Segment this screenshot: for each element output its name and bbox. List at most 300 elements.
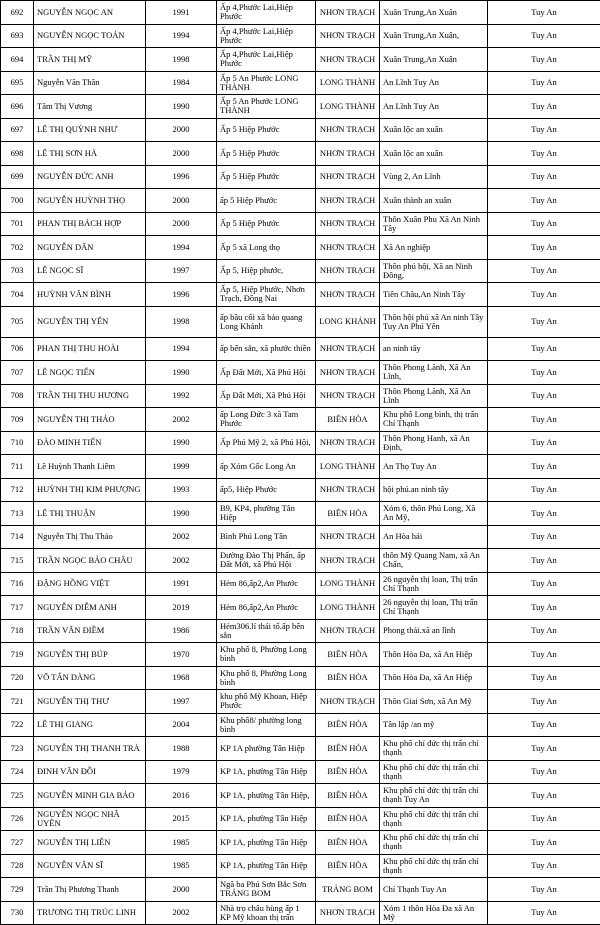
name-cell: TRẦN THỊ MỸ	[34, 48, 146, 72]
birth-year-cell: 1986	[146, 619, 217, 643]
row-number: 693	[1, 24, 34, 48]
district-cell: NHƠN TRẠCH	[316, 384, 380, 408]
town-cell: Tuy An	[488, 236, 600, 260]
row-number: 719	[1, 643, 34, 667]
district-cell: NHƠN TRẠCH	[316, 142, 380, 166]
address-cell: KP 1A, phường Tân Hiệp	[217, 854, 316, 878]
name-cell: NGUYỄN THỊ YẾN	[34, 306, 146, 337]
table-body	[1, 1, 600, 925]
hometown-cell: Xuân lộc an xuân	[380, 142, 488, 166]
birth-year-cell: 1998	[146, 306, 217, 337]
table-row	[1, 1, 600, 25]
district-cell: NHƠN TRẠCH	[316, 236, 380, 260]
row-number: 730	[1, 901, 34, 925]
district-cell: NHƠN TRẠCH	[316, 259, 380, 283]
row-number: 696	[1, 95, 34, 119]
address-cell: KP 1A, phường Tân Hiệp	[217, 807, 316, 831]
birth-year-cell: 1992	[146, 384, 217, 408]
hometown-cell: Xóm 1 thôn Hòa Đa xã An Mỹ	[380, 901, 488, 925]
table-row	[1, 572, 600, 596]
hometown-cell: Tiên Châu,An Ninh Tây	[380, 283, 488, 307]
name-cell: LÊ THỊ QUỲNH NHƯ	[34, 118, 146, 142]
address-cell: Ấp 5 An Phước LONG THÀNH	[217, 95, 316, 119]
row-number: 695	[1, 71, 34, 95]
district-cell: BIÊN HÒA	[316, 854, 380, 878]
row-number: 705	[1, 306, 34, 337]
hometown-cell: An Hòa hải	[380, 525, 488, 549]
birth-year-cell: 2002	[146, 901, 217, 925]
birth-year-cell: 2002	[146, 525, 217, 549]
birth-year-cell: 1994	[146, 236, 217, 260]
hometown-cell: Khu phố chí đức thị trấn chí thạnh	[380, 760, 488, 784]
address-cell: KP 1A phường Tân Hiệp	[217, 737, 316, 761]
table-row	[1, 408, 600, 432]
town-cell: Tuy An	[488, 525, 600, 549]
town-cell: Tuy An	[488, 71, 600, 95]
address-cell: Hẻm 86,ấp2,An Phước	[217, 596, 316, 620]
hometown-cell: Khu phố chí đức thị trấn chí thạnh	[380, 854, 488, 878]
table-row	[1, 165, 600, 189]
hometown-cell: Thôn phú hội, Xã an Ninh Đông,	[380, 259, 488, 283]
town-cell: Tuy An	[488, 502, 600, 526]
address-cell: ấp Long Đức 3 xã Tam Phước	[217, 408, 316, 432]
address-cell: KP 1A, phường Tân Hiệp	[217, 831, 316, 855]
row-number: 729	[1, 878, 34, 902]
district-cell: NHƠN TRẠCH	[316, 24, 380, 48]
town-cell: Tuy An	[488, 549, 600, 573]
birth-year-cell: 2000	[146, 189, 217, 213]
hometown-cell: Phong thái.xã an lĩnh	[380, 619, 488, 643]
district-cell: NHƠN TRẠCH	[316, 189, 380, 213]
town-cell: Tuy An	[488, 95, 600, 119]
hometown-cell: Xã An nghiệp	[380, 236, 488, 260]
hometown-cell: Xuân lộc an xuân	[380, 118, 488, 142]
table-row	[1, 831, 600, 855]
name-cell: PHAN THỊ THU HOÀI	[34, 337, 146, 361]
table-row	[1, 283, 600, 307]
town-cell: Tuy An	[488, 854, 600, 878]
district-cell: NHƠN TRẠCH	[316, 283, 380, 307]
table-row	[1, 690, 600, 714]
name-cell: NGUYỄN MINH GIA BẢO	[34, 784, 146, 808]
table-row	[1, 596, 600, 620]
name-cell: ĐẶNG HỒNG VIỆT	[34, 572, 146, 596]
row-number: 714	[1, 525, 34, 549]
district-cell: NHƠN TRẠCH	[316, 619, 380, 643]
table-row	[1, 212, 600, 236]
hometown-cell: 26 nguyễn thị loan, Thị trấn Chí Thạnh	[380, 572, 488, 596]
address-cell: Ấp Đất Mới, Xã Phú Hội	[217, 384, 316, 408]
table-row	[1, 784, 600, 808]
name-cell: NGUYỄN THỊ THƯ	[34, 690, 146, 714]
name-cell: NGUYỄN THỊ LIÊN	[34, 831, 146, 855]
birth-year-cell: 1984	[146, 71, 217, 95]
table-row	[1, 71, 600, 95]
district-cell: BIÊN HÒA	[316, 807, 380, 831]
name-cell: HUỲNH THỊ KIM PHƯỢNG	[34, 478, 146, 502]
row-number: 701	[1, 212, 34, 236]
address-cell: Khu phố 8, Phường Long bình	[217, 666, 316, 690]
name-cell: NGUYỄN THỊ THẢO	[34, 408, 146, 432]
table-row	[1, 384, 600, 408]
row-number: 710	[1, 431, 34, 455]
hometown-cell: Thôn Phong Lãnh, Xã An Lĩnh,	[380, 361, 488, 385]
birth-year-cell: 1990	[146, 431, 217, 455]
town-cell: Tuy An	[488, 690, 600, 714]
town-cell: Tuy An	[488, 596, 600, 620]
hometown-cell: hội phú.an ninh tây	[380, 478, 488, 502]
table-row	[1, 525, 600, 549]
name-cell: Lê Huỳnh Thanh Liêm	[34, 455, 146, 479]
row-number: 727	[1, 831, 34, 855]
birth-year-cell: 1999	[146, 455, 217, 479]
district-cell: NHƠN TRẠCH	[316, 165, 380, 189]
hometown-cell: Thôn Hòa Đa, xã An Hiệp	[380, 643, 488, 667]
table-row	[1, 189, 600, 213]
district-cell: NHƠN TRẠCH	[316, 118, 380, 142]
birth-year-cell: 1998	[146, 48, 217, 72]
table-row	[1, 713, 600, 737]
name-cell: LÊ NGỌC TIẾN	[34, 361, 146, 385]
town-cell: Tuy An	[488, 878, 600, 902]
address-cell: KP 1A, phường Tân Hiệp,	[217, 784, 316, 808]
hometown-cell: thôn Mỹ Quang Nam, xã An Chấn,	[380, 549, 488, 573]
town-cell: Tuy An	[488, 361, 600, 385]
hometown-cell: Xóm 6, thôn Phú Long, Xã An Mỹ,	[380, 502, 488, 526]
table-row	[1, 619, 600, 643]
table-row	[1, 737, 600, 761]
town-cell: Tuy An	[488, 643, 600, 667]
district-cell: NHƠN TRẠCH	[316, 431, 380, 455]
table-row	[1, 236, 600, 260]
row-number: 708	[1, 384, 34, 408]
name-cell: Trần Thị Phương Thanh	[34, 878, 146, 902]
name-cell: TRƯƠNG THỊ TRÚC LINH	[34, 901, 146, 925]
name-cell: NGUYỄN DÂN	[34, 236, 146, 260]
district-cell: NHƠN TRẠCH	[316, 337, 380, 361]
table-row	[1, 118, 600, 142]
birth-year-cell: 1985	[146, 854, 217, 878]
row-number: 720	[1, 666, 34, 690]
row-number: 707	[1, 361, 34, 385]
birth-year-cell: 1990	[146, 361, 217, 385]
hometown-cell: Khu phố chí đức thị trấn chí thạnh Tuy An	[380, 784, 488, 808]
name-cell: NGUYỄN NGỌC TOẢN	[34, 24, 146, 48]
address-cell: Ấp 5 Hiệp Phước	[217, 118, 316, 142]
birth-year-cell: 1991	[146, 1, 217, 25]
birth-year-cell: 2002	[146, 549, 217, 573]
town-cell: Tuy An	[488, 142, 600, 166]
district-cell: BIÊN HÒA	[316, 784, 380, 808]
address-cell: Ấp 5 xã Long thọ	[217, 236, 316, 260]
name-cell: TRẦN NGỌC BẢO CHÂU	[34, 549, 146, 573]
name-cell: ĐINH VĂN ĐỒI	[34, 760, 146, 784]
birth-year-cell: 2015	[146, 807, 217, 831]
row-number: 694	[1, 48, 34, 72]
row-number: 717	[1, 596, 34, 620]
hometown-cell: an ninh tây	[380, 337, 488, 361]
name-cell: LÊ THỊ GIANG	[34, 713, 146, 737]
table-row	[1, 478, 600, 502]
name-cell: LÊ NGỌC SĨ	[34, 259, 146, 283]
district-cell: BIÊN HÒA	[316, 408, 380, 432]
row-number: 711	[1, 455, 34, 479]
row-number: 725	[1, 784, 34, 808]
address-cell: Khu phố 8, Phường Long bình	[217, 643, 316, 667]
name-cell: NGUYỄN HUỲNH THỌ	[34, 189, 146, 213]
town-cell: Tuy An	[488, 807, 600, 831]
hometown-cell: Khu phố chí đức thị trấn chí thạnh	[380, 807, 488, 831]
row-number: 702	[1, 236, 34, 260]
town-cell: Tuy An	[488, 737, 600, 761]
hometown-cell: Tân lập /an mỹ	[380, 713, 488, 737]
address-cell: ấp bến sắn, xã phước thiền	[217, 337, 316, 361]
district-cell: NHƠN TRẠCH	[316, 901, 380, 925]
district-cell: NHƠN TRẠCH	[316, 478, 380, 502]
address-cell: B9, KP4, phường Tân Hiệp	[217, 502, 316, 526]
address-cell: Ngã ba Phú Sơn Bắc Sơn TRẢNG BOM	[217, 878, 316, 902]
birth-year-cell: 2016	[146, 784, 217, 808]
address-cell: Ấp 5 Hiệp Phước	[217, 165, 316, 189]
row-number: 716	[1, 572, 34, 596]
address-cell: ấp Xóm Gốc Long An	[217, 455, 316, 479]
town-cell: Tuy An	[488, 572, 600, 596]
address-cell: Hẻm306.lí thái tổ.ấp bến sắn	[217, 619, 316, 643]
name-cell: LÊ THỊ THUẬN	[34, 502, 146, 526]
row-number: 699	[1, 165, 34, 189]
district-cell: BIÊN HÒA	[316, 760, 380, 784]
birth-year-cell: 1993	[146, 478, 217, 502]
row-number: 698	[1, 142, 34, 166]
row-number: 704	[1, 283, 34, 307]
table-row	[1, 666, 600, 690]
address-cell: Nhà trọ châu hùng ấp 1 KP Mỹ khoan thị trấn	[217, 901, 316, 925]
hometown-cell: Thôn Xuân Phu Xã An Ninh Tây	[380, 212, 488, 236]
hometown-cell: Xuân Trung,An Xuân	[380, 1, 488, 25]
name-cell: NGUYỄN VĂN SĨ	[34, 854, 146, 878]
district-cell: LONG KHÁNH	[316, 306, 380, 337]
address-cell: Ấp 5 Hiệp Phước	[217, 142, 316, 166]
hometown-cell: Xuân Trung,An Xuân,	[380, 24, 488, 48]
district-cell: BIÊN HÒA	[316, 502, 380, 526]
hometown-cell: 26 nguyễn thị loan, Thị trấn Chí Thạnh	[380, 596, 488, 620]
town-cell: Tuy An	[488, 831, 600, 855]
town-cell: Tuy An	[488, 118, 600, 142]
table-row	[1, 306, 600, 337]
hometown-cell: Thôn Giai Sơn, xã An Mỹ	[380, 690, 488, 714]
address-cell: Ấp 5 Hiệp Phước	[217, 212, 316, 236]
address-cell: Ấp 5, Hiệp phước,	[217, 259, 316, 283]
table-row	[1, 878, 600, 902]
hometown-cell: Khu phố Long bình, thị trấn Chí Thạnh	[380, 408, 488, 432]
hometown-cell: Chí Thạnh Tuy An	[380, 878, 488, 902]
birth-year-cell: 1985	[146, 831, 217, 855]
row-number: 715	[1, 549, 34, 573]
district-cell: LONG THÀNH	[316, 596, 380, 620]
hometown-cell: Vùng 2, An Lĩnh	[380, 165, 488, 189]
row-number: 706	[1, 337, 34, 361]
name-cell: NGUYỄN THỊ BÚP	[34, 643, 146, 667]
town-cell: Tuy An	[488, 189, 600, 213]
district-cell: BIÊN HÒA	[316, 831, 380, 855]
address-cell: ấp bầu cối xã bảo quang Long Khánh	[217, 306, 316, 337]
table-row	[1, 807, 600, 831]
address-cell: ấp 5 Hiệp Phước	[217, 189, 316, 213]
birth-year-cell: 1996	[146, 283, 217, 307]
name-cell: NGUYỄN ĐỨC ANH	[34, 165, 146, 189]
row-number: 709	[1, 408, 34, 432]
address-cell: Ấp 5 An Phước LONG THÀNH	[217, 71, 316, 95]
name-cell: PHAN THỊ BÁCH HỢP	[34, 212, 146, 236]
birth-year-cell: 1996	[146, 165, 217, 189]
address-cell: Đường Đào Thị Phấn, ấp Đất Mới, xã Phú Hội	[217, 549, 316, 573]
district-cell: NHƠN TRẠCH	[316, 1, 380, 25]
birth-year-cell: 1991	[146, 572, 217, 596]
name-cell: Nguyễn Thị Thu Thảo	[34, 525, 146, 549]
address-cell: Bình Phú Long Tân	[217, 525, 316, 549]
name-cell: NGUYỄN NGỌC AN	[34, 1, 146, 25]
name-cell: NGUYỄN DIỄM ANH	[34, 596, 146, 620]
town-cell: Tuy An	[488, 24, 600, 48]
birth-year-cell: 2004	[146, 713, 217, 737]
hometown-cell: An Lĩnh Tuy An	[380, 95, 488, 119]
row-number: 692	[1, 1, 34, 25]
town-cell: Tuy An	[488, 478, 600, 502]
name-cell: NGUYỄN THỊ THANH TRÀ	[34, 737, 146, 761]
town-cell: Tuy An	[488, 666, 600, 690]
birth-year-cell: 2000	[146, 142, 217, 166]
hometown-cell: An Thọ Tuy An	[380, 455, 488, 479]
birth-year-cell: 1979	[146, 760, 217, 784]
hometown-cell: Xuân thành an xuân	[380, 189, 488, 213]
town-cell: Tuy An	[488, 283, 600, 307]
table-row	[1, 24, 600, 48]
town-cell: Tuy An	[488, 619, 600, 643]
birth-year-cell: 1997	[146, 690, 217, 714]
row-number: 703	[1, 259, 34, 283]
birth-year-cell: 1997	[146, 259, 217, 283]
town-cell: Tuy An	[488, 165, 600, 189]
table-row	[1, 48, 600, 72]
row-number: 726	[1, 807, 34, 831]
hometown-cell: Thôn Phong Lãnh, Xã An Lĩnh	[380, 384, 488, 408]
district-cell: TRẢNG BOM	[316, 878, 380, 902]
district-cell: NHƠN TRẠCH	[316, 525, 380, 549]
birth-year-cell: 2000	[146, 212, 217, 236]
hometown-cell: Thôn hội phú xã An ninh Tây Tuy An Phú Yên	[380, 306, 488, 337]
birth-year-cell: 1968	[146, 666, 217, 690]
district-cell: BIÊN HÒA	[316, 643, 380, 667]
address-cell: Ấp 4,Phước Lai,Hiệp Phước	[217, 24, 316, 48]
hometown-cell: Xuân Trung,An Xuân	[380, 48, 488, 72]
address-cell: Ấp Đất Mới, Xã Phú Hội	[217, 361, 316, 385]
row-number: 723	[1, 737, 34, 761]
name-cell: ĐÀO MINH TIẾN	[34, 431, 146, 455]
table-row	[1, 455, 600, 479]
district-cell: LONG THÀNH	[316, 455, 380, 479]
address-cell: Khu phố8/ phường long bình	[217, 713, 316, 737]
hometown-cell: Thôn Hòa Đa, xã An Hiệp	[380, 666, 488, 690]
name-cell: NGUYỄN NGỌC NHÃ UYÊN	[34, 807, 146, 831]
district-cell: NHƠN TRẠCH	[316, 549, 380, 573]
district-cell: NHƠN TRẠCH	[316, 690, 380, 714]
town-cell: Tuy An	[488, 306, 600, 337]
row-number: 724	[1, 760, 34, 784]
table-row	[1, 549, 600, 573]
table-row	[1, 760, 600, 784]
table-row	[1, 337, 600, 361]
birth-year-cell: 2019	[146, 596, 217, 620]
hometown-cell: Khu phố chí đức thị trấn chí thạnh	[380, 831, 488, 855]
town-cell: Tuy An	[488, 784, 600, 808]
birth-year-cell: 1990	[146, 95, 217, 119]
town-cell: Tuy An	[488, 259, 600, 283]
birth-year-cell: 1970	[146, 643, 217, 667]
name-cell: HUỲNH VĂN BÌNH	[34, 283, 146, 307]
town-cell: Tuy An	[488, 760, 600, 784]
district-cell: LONG THÀNH	[316, 71, 380, 95]
name-cell: TRẦN THỊ THU HƯƠNG	[34, 384, 146, 408]
row-number: 697	[1, 118, 34, 142]
row-number: 712	[1, 478, 34, 502]
hometown-cell: An Lĩnh Tuy An	[380, 71, 488, 95]
birth-year-cell: 2000	[146, 118, 217, 142]
town-cell: Tuy An	[488, 455, 600, 479]
district-cell: BIÊN HÒA	[316, 713, 380, 737]
address-cell: ấp5, Hiệp Phước	[217, 478, 316, 502]
town-cell: Tuy An	[488, 384, 600, 408]
name-cell: Nguyễn Văn Thân	[34, 71, 146, 95]
address-cell: Ấp Phú Mỹ 2, xã Phú Hội,	[217, 431, 316, 455]
table-row	[1, 854, 600, 878]
name-cell: LÊ THỊ SƠN HÀ	[34, 142, 146, 166]
row-number: 718	[1, 619, 34, 643]
table-row	[1, 431, 600, 455]
name-cell: VÕ TẤN DÀNG	[34, 666, 146, 690]
table-row	[1, 95, 600, 119]
hometown-cell: Thôn Phong Hanh, xã An Định,	[380, 431, 488, 455]
table-row	[1, 142, 600, 166]
town-cell: Tuy An	[488, 1, 600, 25]
birth-year-cell: 1994	[146, 337, 217, 361]
table-row	[1, 643, 600, 667]
district-cell: LONG THÀNH	[316, 95, 380, 119]
address-cell: Ấp 5, Hiệp Phước, Nhơn Trạch, Đồng Nai	[217, 283, 316, 307]
row-number: 722	[1, 713, 34, 737]
birth-year-cell: 1994	[146, 24, 217, 48]
town-cell: Tuy An	[488, 431, 600, 455]
birth-year-cell: 1988	[146, 737, 217, 761]
table-row	[1, 361, 600, 385]
district-cell: NHƠN TRẠCH	[316, 212, 380, 236]
district-cell: BIÊN HÒA	[316, 737, 380, 761]
town-cell: Tuy An	[488, 48, 600, 72]
name-cell: Tăm Thị Vương	[34, 95, 146, 119]
town-cell: Tuy An	[488, 901, 600, 925]
name-cell: TRẦN VĂN ĐIỀM	[34, 619, 146, 643]
town-cell: Tuy An	[488, 713, 600, 737]
row-number: 713	[1, 502, 34, 526]
address-cell: Ấp 4,Phước Lai,Hiệp Phước	[217, 48, 316, 72]
birth-year-cell: 1990	[146, 502, 217, 526]
district-cell: NHƠN TRẠCH	[316, 361, 380, 385]
address-cell: khu phố Mỹ Khoan, Hiệp Phước	[217, 690, 316, 714]
town-cell: Tuy An	[488, 212, 600, 236]
birth-year-cell: 2002	[146, 408, 217, 432]
district-cell: BIÊN HÒA	[316, 666, 380, 690]
row-number: 728	[1, 854, 34, 878]
address-cell: Hẻm 86,ấp2,An Phước	[217, 572, 316, 596]
